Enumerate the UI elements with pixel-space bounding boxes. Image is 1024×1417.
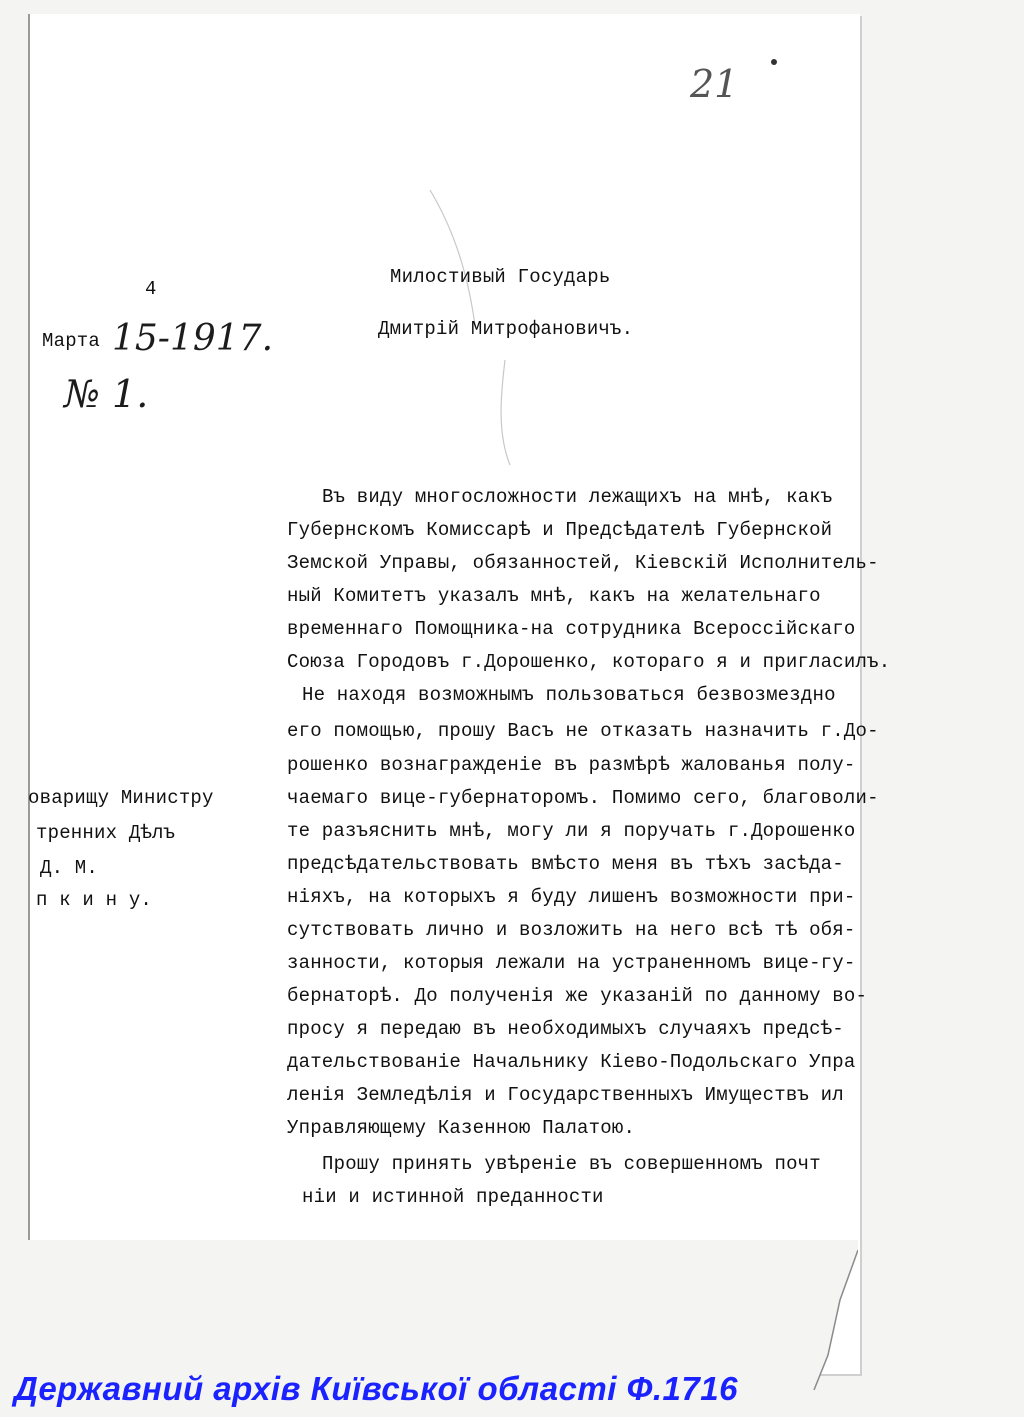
archive-label: Державний архів Київської області Ф.1716 [14,1370,738,1407]
body-line: ный Комитетъ указалъ мнѣ, какъ на желательнаго [287,585,821,607]
salutation-title: Милостивый Государь [390,266,611,288]
ink-dot [771,59,777,65]
body-line: Союза Городовъ г.Дорошенко, котораго я и пригласилъ. [287,651,891,673]
handwritten-date: 15-1917. [112,318,274,359]
addressee-line: Д. М. [40,857,99,879]
body-line: его помощью, прошу Васъ не отказать назначить г.До- [287,720,879,742]
body-line: временнаго Помощника-на сотрудника Всероссійскаго [287,618,856,640]
body-line: чаемаго вице-губернаторомъ. Помимо сего, благоволи- [287,787,879,809]
addressee-line: п к и н у. [36,889,153,911]
body-line: Въ виду многосложности лежащихъ на мнѣ, какъ [322,486,833,508]
body-line: занности, которыя лежали на устраненномъ вице-гу- [287,952,856,974]
body-line: Не находя возможнымъ пользоваться безвозмездно [302,684,836,706]
body-line: ніи и истинной преданности [302,1186,604,1208]
registration-number: № 1. [64,372,149,416]
body-line: Управляющему Казенною Палатою. [287,1117,636,1139]
salutation-name: Дмитрій Митрофановичъ. [378,318,634,340]
body-line: ніяхъ, на которыхъ я буду лишенъ возможности при- [287,886,856,908]
body-line: Губернскомъ Комиссарѣ и Предсѣдателѣ Губернской [287,519,833,541]
body-line: бернаторѣ. До полученія же указаній по данному во- [287,985,868,1007]
margin-number: 4 [145,278,157,300]
date-prefix: Марта [42,330,101,352]
addressee-line: оварищу Министру [28,787,214,809]
body-line: Земской Управы, обязанностей, Кіевскій Исполнитель- [287,552,879,574]
body-line: сутствовать лично и возложить на него всѣ тѣ обя- [287,919,856,941]
page-number: 21 [690,62,739,106]
paper-crease-mark [420,150,580,470]
body-line: Прошу принять увѣреніе въ совершенномъ почт [322,1153,821,1175]
body-line: дательствованіе Начальнику Кіево-Подольскаго Упра [287,1051,856,1073]
body-line: ленія Земледѣлія и Государственныхъ Имуществъ ил [287,1084,844,1106]
body-line: рошенко вознагражденіе въ размѣрѣ жалованья полу- [287,754,856,776]
body-line: предсѣдательствовать вмѣсто меня въ тѣхъ засѣда- [287,853,844,875]
body-line: просу я передаю въ необходимыхъ случаяхъ предсѣ- [287,1018,844,1040]
body-line: те разъяснить мнѣ, могу ли я поручать г.Дорошенко [287,820,856,842]
addressee-line: тренних Дѣлъ [36,822,176,844]
